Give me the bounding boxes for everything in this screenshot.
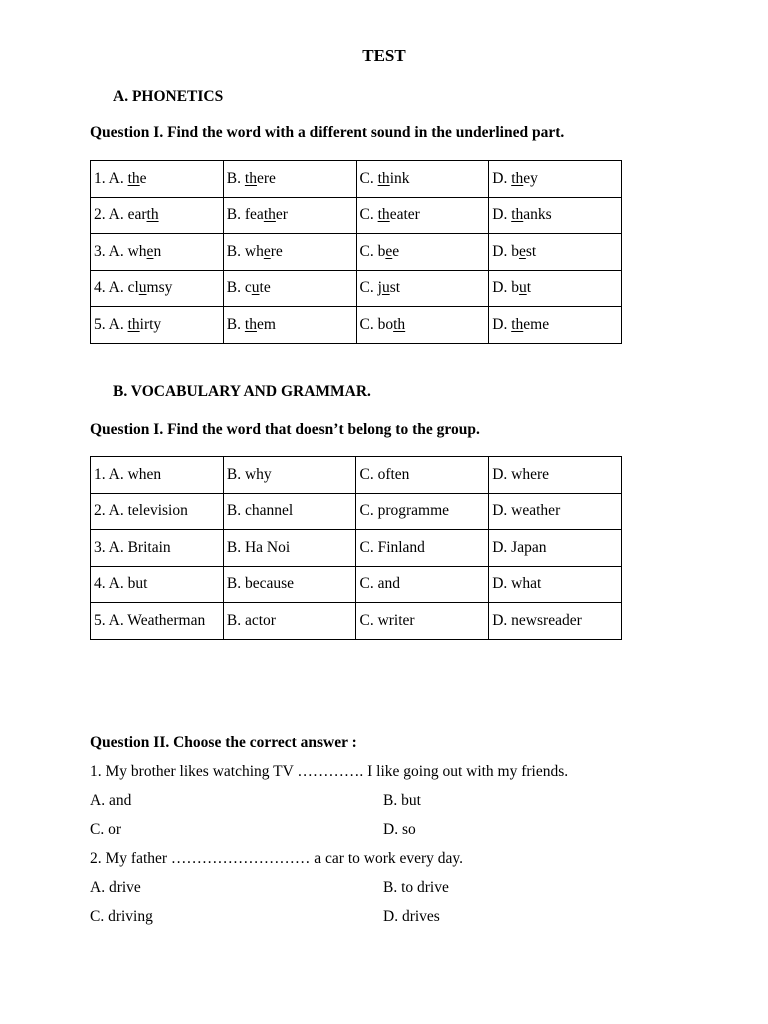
table-cell: B. actor xyxy=(223,603,356,640)
table-row xyxy=(91,270,622,307)
table-cell: 5. A. Weatherman xyxy=(91,603,224,640)
q2-1-option-d: D. so xyxy=(383,821,416,838)
table-cell: D. weather xyxy=(489,493,622,530)
cell-text: 2. A. ear xyxy=(94,206,147,224)
cell-text: er xyxy=(275,206,288,224)
table-row xyxy=(91,603,622,640)
table-row xyxy=(91,234,622,271)
section-a-heading: A. PHONETICS xyxy=(113,88,224,105)
cell-text: anks xyxy=(523,206,552,224)
table-cell: B. why xyxy=(223,457,356,494)
q2-2-option-c: C. driving xyxy=(90,908,153,925)
cell-text: D. xyxy=(492,206,512,224)
cell-text: C. j xyxy=(359,279,382,297)
cell-text: 3. A. wh xyxy=(94,242,147,260)
table-row xyxy=(91,161,622,198)
underlined-part: th xyxy=(511,206,524,224)
table-cell xyxy=(91,270,224,307)
cell-text: ink xyxy=(389,169,410,187)
table-row xyxy=(91,493,622,530)
table-cell: C. programme xyxy=(356,493,489,530)
cell-text: C. xyxy=(359,169,378,187)
underlined-part: th xyxy=(127,169,140,187)
cell-text: ey xyxy=(523,169,538,187)
underlined-part: e xyxy=(385,242,393,260)
cell-text: B. c xyxy=(226,279,252,297)
cell-text: ere xyxy=(256,169,276,187)
q2-1-option-a: A. and xyxy=(90,792,132,809)
cell-text: B. xyxy=(226,315,245,333)
cell-text: D. xyxy=(492,169,512,187)
section-b-heading: B. VOCABULARY AND GRAMMAR. xyxy=(113,383,371,400)
table-cell: D. what xyxy=(489,566,622,603)
underlined-part: e xyxy=(518,242,526,260)
table-cell: 1. A. when xyxy=(91,457,224,494)
underlined-part: th xyxy=(511,169,524,187)
cell-text: e xyxy=(392,242,400,260)
cell-text: st xyxy=(525,242,537,260)
cell-text: C. xyxy=(359,206,378,224)
table-cell xyxy=(356,234,489,271)
table-cell xyxy=(356,197,489,234)
q2-1-option-b: B. but xyxy=(383,792,421,809)
underlined-part: th xyxy=(511,315,524,333)
question-2-item-1-stem: 1. My brother likes watching TV …………. I like going out with my friends. xyxy=(90,763,569,780)
table-cell xyxy=(91,307,224,344)
table-cell: D. newsreader xyxy=(489,603,622,640)
table-cell xyxy=(489,234,622,271)
table-cell xyxy=(489,161,622,198)
cell-text: B. wh xyxy=(226,242,264,260)
table-cell: 2. A. television xyxy=(91,493,224,530)
table-cell xyxy=(356,270,489,307)
cell-text: 1. A. xyxy=(94,169,128,187)
q2-2-option-d: D. drives xyxy=(383,908,440,925)
table-cell xyxy=(91,161,224,198)
table-cell xyxy=(91,197,224,234)
table-cell: C. and xyxy=(356,566,489,603)
cell-text: 4. A. cl xyxy=(94,279,139,297)
underlined-part: th xyxy=(263,206,276,224)
table-row xyxy=(91,307,622,344)
question-2-item-2-stem: 2. My father ……………………… a car to work every day. xyxy=(90,850,464,867)
cell-text: eater xyxy=(389,206,420,224)
underlined-part: u xyxy=(381,279,390,297)
table-cell: D. Japan xyxy=(489,530,622,567)
table-cell xyxy=(489,197,622,234)
cell-text: t xyxy=(526,279,532,297)
underlined-part: e xyxy=(146,242,154,260)
cell-text: C. b xyxy=(359,242,386,260)
underlined-part: th xyxy=(393,315,406,333)
underlined-part: th xyxy=(244,315,257,333)
q2-2-option-b: B. to drive xyxy=(383,879,449,896)
table-row xyxy=(91,566,622,603)
table-cell: 4. A. but xyxy=(91,566,224,603)
cell-text: te xyxy=(259,279,271,297)
cell-text: B. fea xyxy=(226,206,264,224)
cell-text: st xyxy=(389,279,401,297)
underlined-part: th xyxy=(146,206,159,224)
table-cell: C. often xyxy=(356,457,489,494)
underlined-part: e xyxy=(263,242,271,260)
page-title: TEST xyxy=(362,46,406,65)
phonetics-table xyxy=(90,160,622,344)
table-cell xyxy=(223,234,356,271)
underlined-part: u xyxy=(251,279,260,297)
table-cell xyxy=(356,307,489,344)
vocabulary-table xyxy=(90,456,622,640)
table-cell: D. where xyxy=(489,457,622,494)
cell-text: eme xyxy=(523,315,550,333)
underlined-part: u xyxy=(518,279,527,297)
table-cell xyxy=(223,270,356,307)
table-cell: C. writer xyxy=(356,603,489,640)
cell-text: e xyxy=(139,169,147,187)
cell-text: em xyxy=(256,315,276,333)
table-cell xyxy=(356,161,489,198)
table-cell: B. because xyxy=(223,566,356,603)
q2-2-option-a: A. drive xyxy=(90,879,141,896)
cell-text: msy xyxy=(146,279,173,297)
underlined-part: th xyxy=(127,315,140,333)
table-cell: 3. A. Britain xyxy=(91,530,224,567)
table-cell xyxy=(489,307,622,344)
table-cell xyxy=(223,197,356,234)
table-cell: C. Finland xyxy=(356,530,489,567)
cell-text: C. bo xyxy=(359,315,394,333)
table-cell xyxy=(91,234,224,271)
q2-1-option-c: C. or xyxy=(90,821,121,838)
cell-text: D. b xyxy=(492,279,519,297)
cell-text: D. b xyxy=(492,242,519,260)
table-cell xyxy=(223,307,356,344)
underlined-part: u xyxy=(138,279,147,297)
cell-text: irty xyxy=(139,315,162,333)
cell-text: 5. A. xyxy=(94,315,128,333)
question-2-heading: Question II. Choose the correct answer : xyxy=(90,734,357,751)
underlined-part: th xyxy=(377,206,390,224)
table-cell: B. channel xyxy=(223,493,356,530)
section-b-question: Question I. Find the word that doesn’t belong to the group. xyxy=(90,421,480,438)
table-row xyxy=(91,197,622,234)
table-cell xyxy=(489,270,622,307)
cell-text: B. xyxy=(226,169,245,187)
cell-text: re xyxy=(270,242,283,260)
cell-text: D. xyxy=(492,315,512,333)
table-cell xyxy=(223,161,356,198)
underlined-part: th xyxy=(377,169,390,187)
cell-text: n xyxy=(153,242,162,260)
table-row xyxy=(91,457,622,494)
table-cell: B. Ha Noi xyxy=(223,530,356,567)
underlined-part: th xyxy=(244,169,257,187)
table-row xyxy=(91,530,622,567)
section-a-question: Question I. Find the word with a different sound in the underlined part. xyxy=(90,124,565,141)
